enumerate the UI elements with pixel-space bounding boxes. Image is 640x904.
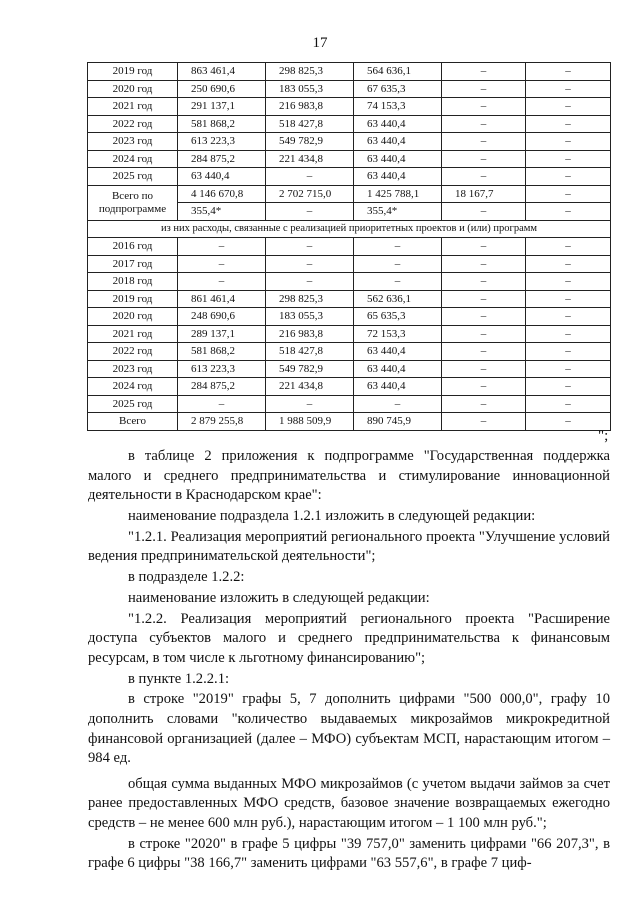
row-year-label: 2022 год <box>88 343 178 361</box>
table-cell: 613 223,3 <box>178 360 266 378</box>
table-cell: – <box>442 325 526 343</box>
table-cell: 549 782,9 <box>266 133 354 151</box>
table-cell: 1 425 788,1 <box>354 185 442 203</box>
table-cell: 284 875,2 <box>178 150 266 168</box>
paragraph: общая сумма выданных МФО микрозаймов (с учетом выдачи займов за счет ранее предоставленных МФО средств, базовое значение возвращаемых ежегодно средств – не менее 600 млн руб.), нарастающим итогом – 1 100 млн руб."; <box>88 775 610 831</box>
table-cell: – <box>354 238 442 256</box>
table-cell: – <box>526 255 611 273</box>
table-cell: 355,4* <box>354 203 442 221</box>
table-cell: – <box>442 273 526 291</box>
table-cell: 4 146 670,8 <box>178 185 266 203</box>
table-cell: 183 055,3 <box>266 80 354 98</box>
table-cell: 861 461,4 <box>178 290 266 308</box>
table-cell: 74 153,3 <box>354 98 442 116</box>
table-row <box>88 238 611 256</box>
table-row <box>88 168 611 186</box>
table-cell: 581 868,2 <box>178 115 266 133</box>
table-cell: 863 461,4 <box>178 63 266 81</box>
table-cell: 216 983,8 <box>266 325 354 343</box>
table-cell: 581 868,2 <box>178 343 266 361</box>
table-cell: – <box>526 238 611 256</box>
table-cell: – <box>266 395 354 413</box>
table-cell: 2 879 255,8 <box>178 413 266 431</box>
paragraph: наименование подраздела 1.2.1 изложить в следующей редакции: <box>128 507 536 524</box>
table-row <box>88 378 611 396</box>
table-row <box>88 63 611 81</box>
table-cell: 284 875,2 <box>178 378 266 396</box>
table-cell: 63 440,4 <box>354 133 442 151</box>
table-cell: – <box>526 150 611 168</box>
table-cell: – <box>442 343 526 361</box>
table-cell: 518 427,8 <box>266 115 354 133</box>
table-cell: 216 983,8 <box>266 98 354 116</box>
table-cell: 355,4* <box>178 203 266 221</box>
table-row <box>88 413 611 431</box>
table-cell: – <box>354 273 442 291</box>
table-cell: – <box>526 360 611 378</box>
table-row <box>88 343 611 361</box>
table-cell: 63 440,4 <box>354 343 442 361</box>
row-year-label: 2020 год <box>88 80 178 98</box>
row-year-label: 2023 год <box>88 360 178 378</box>
table-row <box>88 325 611 343</box>
table-cell: 221 434,8 <box>266 378 354 396</box>
table-cell: 1 988 509,9 <box>266 413 354 431</box>
paragraph: "1.2.1. Реализация мероприятий регионального проекта "Улучшение условий ведения предпринимательской деятельности"; <box>88 528 610 565</box>
table-cell: 183 055,3 <box>266 308 354 326</box>
table-cell: – <box>442 308 526 326</box>
row-year-label: 2019 год <box>88 290 178 308</box>
row-year-label: 2018 год <box>88 273 178 291</box>
table-row-total <box>88 185 611 203</box>
table-separator-row <box>88 220 611 238</box>
row-year-label: 2022 год <box>88 115 178 133</box>
table-row <box>88 290 611 308</box>
total-label: Всего по подпрограмме <box>88 185 178 220</box>
table-cell: – <box>526 343 611 361</box>
table-cell: 562 636,1 <box>354 290 442 308</box>
table-cell: 67 635,3 <box>354 80 442 98</box>
table-body-total <box>88 185 611 238</box>
table-cell: – <box>442 168 526 186</box>
table-cell: – <box>266 255 354 273</box>
table-cell: 248 690,6 <box>178 308 266 326</box>
paragraph: в строке "2019" графы 5, 7 дополнить цифрами "500 000,0", графу 10 дополнить словами "количество выдаваемых микрозаймов микрокредитной финансовой организацией (далее – МФО) субъектам МСП, нарастающим итогом – 984 ед. <box>88 691 610 767</box>
table-cell: – <box>354 255 442 273</box>
table-row <box>88 115 611 133</box>
table-cell: – <box>526 395 611 413</box>
table-cell: 63 440,4 <box>354 378 442 396</box>
table-row <box>88 273 611 291</box>
table-cell: 63 440,4 <box>354 360 442 378</box>
table-cell: – <box>526 115 611 133</box>
table-cell: – <box>442 115 526 133</box>
table-cell: – <box>442 150 526 168</box>
table-cell: – <box>526 203 611 221</box>
row-year-label: 2025 год <box>88 395 178 413</box>
table-cell: – <box>442 63 526 81</box>
table-cell: 221 434,8 <box>266 150 354 168</box>
closing-quote: "; <box>598 428 609 444</box>
table-cell: – <box>442 378 526 396</box>
table-cell: 18 167,7 <box>442 185 526 203</box>
table-cell: – <box>442 290 526 308</box>
paragraph: в таблице 2 приложения к подпрограмме "Государственная поддержка малого и среднего предпринимательства и стимулирование инновационной деятельности в Краснодарском крае": <box>88 448 610 504</box>
table-cell: – <box>526 273 611 291</box>
table-cell: 613 223,3 <box>178 133 266 151</box>
table-row <box>88 360 611 378</box>
table-cell: 63 440,4 <box>354 168 442 186</box>
table-cell: – <box>526 168 611 186</box>
table-cell: – <box>526 185 611 203</box>
table-cell: – <box>526 80 611 98</box>
table-cell: – <box>526 325 611 343</box>
table-cell: 890 745,9 <box>354 413 442 431</box>
table-row <box>88 308 611 326</box>
table-cell: 564 636,1 <box>354 63 442 81</box>
table-cell: 250 690,6 <box>178 80 266 98</box>
paragraph: в подразделе 1.2.2: <box>128 569 245 586</box>
table-cell: – <box>526 308 611 326</box>
table-cell: – <box>442 360 526 378</box>
table-cell: – <box>442 238 526 256</box>
table-cell: – <box>266 273 354 291</box>
table-cell: – <box>266 168 354 186</box>
separator-text: из них расходы, связанные с реализацией приоритетных проектов и (или) программ <box>88 220 611 238</box>
table-cell: – <box>442 98 526 116</box>
row-year-label: 2025 год <box>88 168 178 186</box>
table-cell: – <box>178 255 266 273</box>
table-cell: – <box>178 238 266 256</box>
row-year-label: 2020 год <box>88 308 178 326</box>
table-cell: – <box>266 238 354 256</box>
table-cell: – <box>442 80 526 98</box>
table-cell: – <box>442 133 526 151</box>
table-cell: – <box>354 395 442 413</box>
table-cell: 518 427,8 <box>266 343 354 361</box>
table-cell: – <box>178 395 266 413</box>
table-cell: – <box>442 203 526 221</box>
table-cell: – <box>442 395 526 413</box>
table-cell: 63 440,4 <box>354 115 442 133</box>
table-cell: – <box>526 413 611 431</box>
paragraph: в строке "2020" в графе 5 цифры "39 757,0" заменить цифрами "66 207,3", в графе 6 цифры "38 166,7" заменить цифрами "63 557,6", в графе 7 циф- <box>88 835 610 872</box>
table-body-top <box>88 63 611 186</box>
table-cell: 549 782,9 <box>266 360 354 378</box>
paragraph: в пункте 1.2.2.1: <box>128 670 230 687</box>
row-year-label: 2024 год <box>88 150 178 168</box>
table-cell: – <box>526 378 611 396</box>
table-cell: – <box>266 203 354 221</box>
page-number: 17 <box>312 35 328 51</box>
table-row <box>88 133 611 151</box>
table-cell: 2 702 715,0 <box>266 185 354 203</box>
table-cell: – <box>442 255 526 273</box>
table-cell: 63 440,4 <box>354 150 442 168</box>
paragraph: "1.2.2. Реализация мероприятий регионального проекта "Расширение доступа субъектов малого и среднего предпринимательства к финансовым ресурсам, в том числе к льготному финансированию"; <box>88 610 610 666</box>
table-cell: – <box>526 133 611 151</box>
table-body-bottom <box>88 238 611 431</box>
paragraph: наименование изложить в следующей редакции: <box>128 589 430 606</box>
table-cell: – <box>442 413 526 431</box>
table-cell: 72 153,3 <box>354 325 442 343</box>
table-cell: 65 635,3 <box>354 308 442 326</box>
row-year-label: 2019 год <box>88 63 178 81</box>
table-cell: 289 137,1 <box>178 325 266 343</box>
table-cell: 298 825,3 <box>266 290 354 308</box>
document-text <box>88 447 610 875</box>
budget-table <box>87 62 611 431</box>
table-row <box>88 150 611 168</box>
row-year-label: 2016 год <box>88 238 178 256</box>
row-year-label: 2021 год <box>88 325 178 343</box>
row-year-label: 2017 год <box>88 255 178 273</box>
table-row <box>88 395 611 413</box>
row-year-label: 2021 год <box>88 98 178 116</box>
table-row <box>88 98 611 116</box>
table-cell: 298 825,3 <box>266 63 354 81</box>
row-year-label: 2023 год <box>88 133 178 151</box>
row-year-label: 2024 год <box>88 378 178 396</box>
table-cell: – <box>178 273 266 291</box>
row-year-label: Всего <box>88 413 178 431</box>
table-cell: 291 137,1 <box>178 98 266 116</box>
table-cell: – <box>526 98 611 116</box>
table-cell: – <box>526 63 611 81</box>
table-row <box>88 80 611 98</box>
table-cell: – <box>526 290 611 308</box>
table-cell: 63 440,4 <box>178 168 266 186</box>
table-row <box>88 255 611 273</box>
